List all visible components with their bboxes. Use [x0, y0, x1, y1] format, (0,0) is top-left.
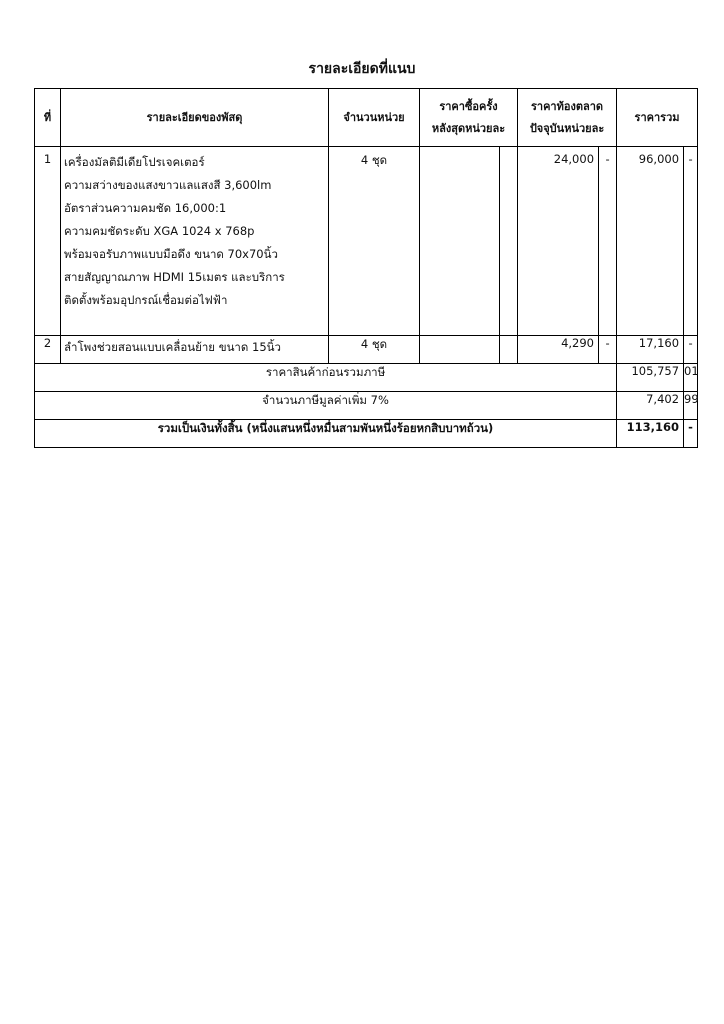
- item-last-price-dec: [500, 336, 518, 364]
- summary-row-grand-total: [35, 420, 698, 448]
- header-market-price: ราคาท้องตลาด ปัจจุบันหน่วยละ: [518, 89, 617, 147]
- table-row: [35, 336, 698, 364]
- item-last-price: [420, 147, 500, 336]
- document-title: รายละเอียดที่แนบ: [308, 61, 416, 77]
- item-total-dec: -: [684, 147, 698, 336]
- summary-row-vat: [35, 392, 698, 420]
- header-last-price: ราคาซื้อครั้ง หลังสุดหน่วยละ: [420, 89, 518, 147]
- item-description: ลำโพงช่วยสอนแบบเคลื่อนย้าย ขนาด 15นิ้ว: [61, 336, 329, 364]
- vat-label: จำนวนภาษีมูลค่าเพิ่ม 7%: [35, 392, 617, 420]
- item-market-price-dec: -: [599, 336, 617, 364]
- item-description: เครื่องมัลติมีเดียโปรเจคเตอร์ ความสว่างของแสงขาวแลแสงสี 3,600lm อัตราส่วนความคมชัด 16,000:1 ความคมชัดระดับ XGA 1024 x 768p พร้อมจอรับภาพแบบมือดึง ขนาด 70x70นิ้ว สายสัญญาณภาพ HDMI 15เมตร และบริการ ติดตั้งพร้อมอุปกรณ์เชื่อมต่อไฟฟ้า: [61, 147, 329, 336]
- grand-total-value: 113,160: [617, 420, 684, 448]
- vat-value: 7,402: [617, 392, 684, 420]
- item-quantity: 4 ชุด: [329, 336, 420, 364]
- table-header-row: [35, 89, 698, 147]
- header-quantity: จำนวนหน่วย: [329, 89, 420, 147]
- vat-dec: 99: [684, 392, 698, 420]
- grand-total-label: รวมเป็นเงินทั้งสิ้น (หนึ่งแสนหนึ่งหมื่นสามพันหนึ่งร้อยหกสิบบาทถ้วน): [35, 420, 617, 448]
- item-total: 96,000: [617, 147, 684, 336]
- pretax-label: ราคาสินค้าก่อนรวมภาษี: [35, 364, 617, 392]
- item-total: 17,160: [617, 336, 684, 364]
- table-row: [35, 147, 698, 336]
- item-total-dec: -: [684, 336, 698, 364]
- item-no: 2: [35, 336, 61, 364]
- item-quantity: 4 ชุด: [329, 147, 420, 336]
- header-total: ราคารวม: [617, 89, 698, 147]
- summary-row-pretax: [35, 364, 698, 392]
- pretax-dec: 01: [684, 364, 698, 392]
- header-no: ที่: [35, 89, 61, 147]
- item-no: 1: [35, 147, 61, 336]
- grand-total-dec: -: [684, 420, 698, 448]
- pretax-value: 105,757: [617, 364, 684, 392]
- item-market-price: 24,000: [518, 147, 599, 336]
- item-market-price-dec: -: [599, 147, 617, 336]
- header-description: รายละเอียดของพัสดุ: [61, 89, 329, 147]
- item-last-price-dec: [500, 147, 518, 336]
- items-table: [34, 88, 698, 448]
- item-market-price: 4,290: [518, 336, 599, 364]
- item-last-price: [420, 336, 500, 364]
